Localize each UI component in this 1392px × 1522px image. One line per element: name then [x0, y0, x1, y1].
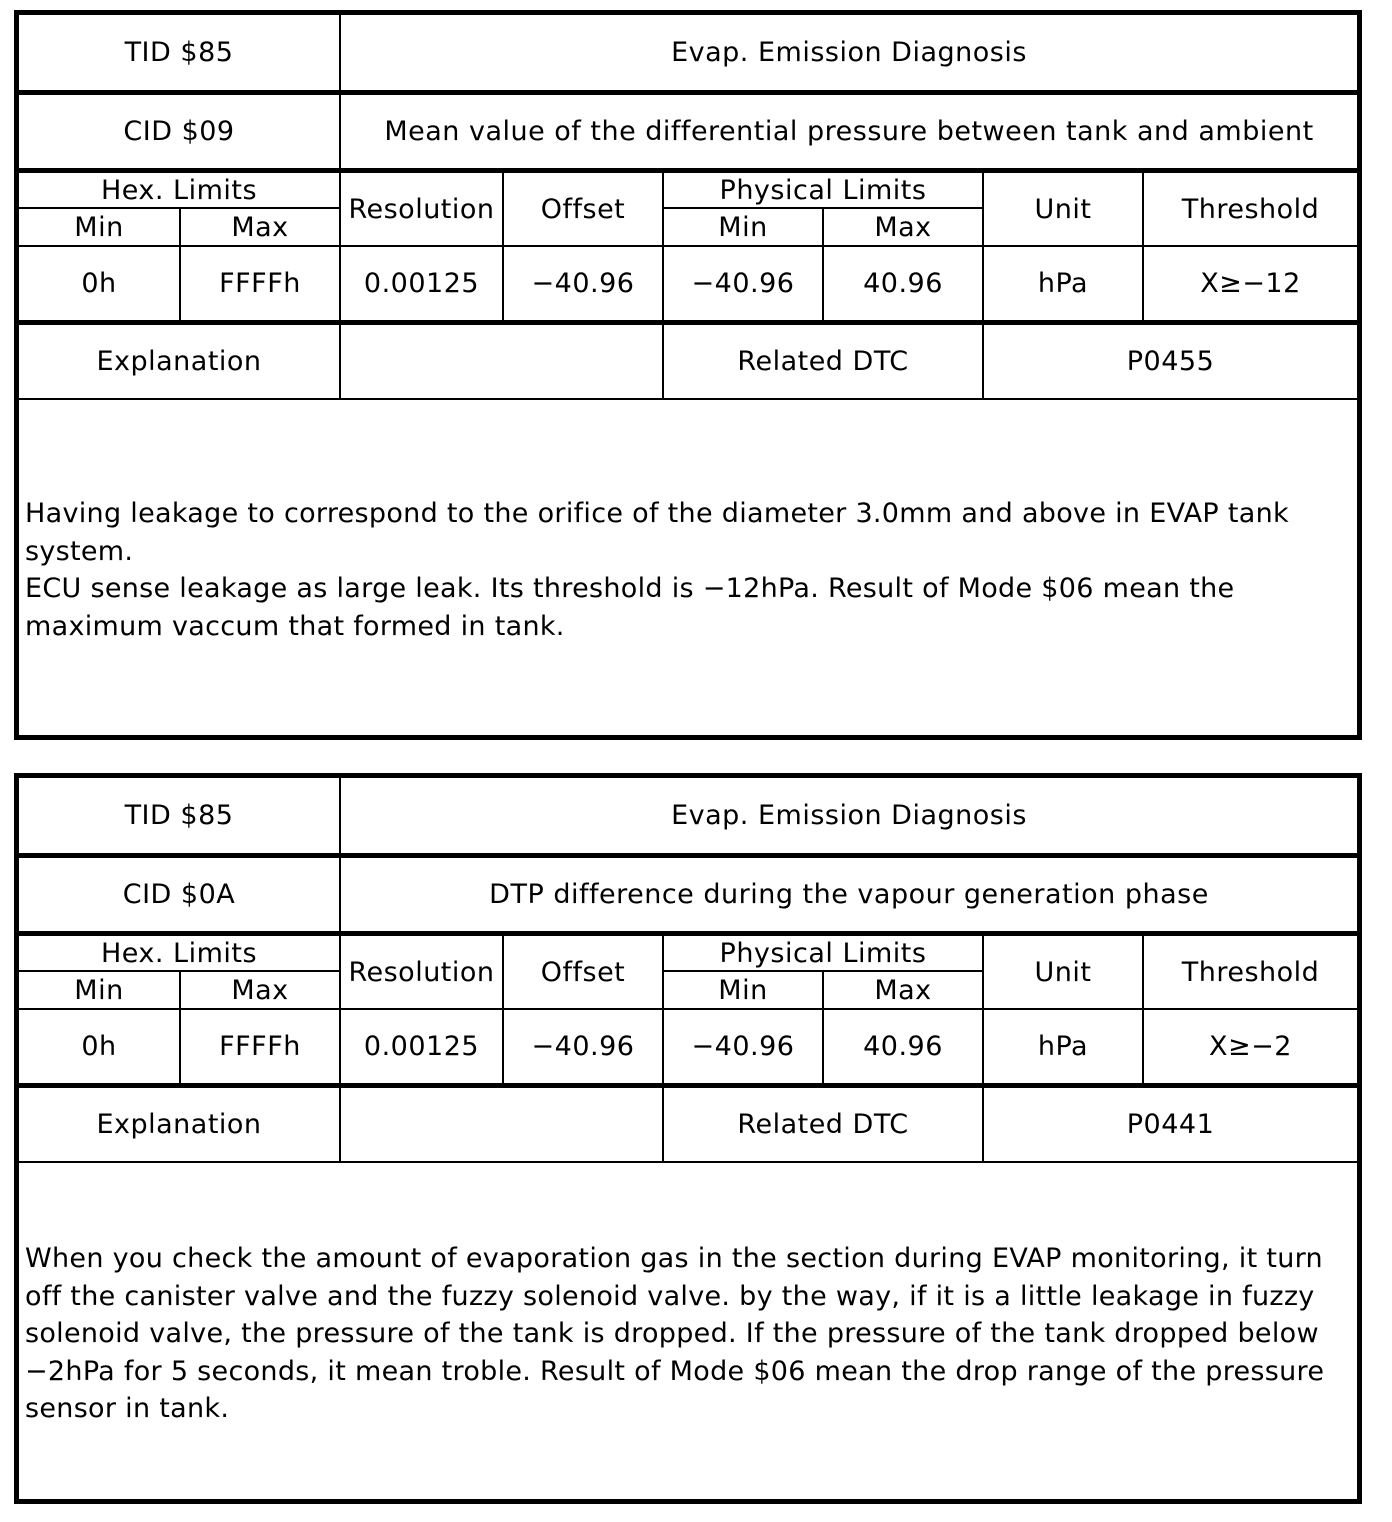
resolution-header: Resolution — [348, 956, 495, 988]
explanation-blank — [341, 1088, 662, 1161]
phys-min-value: −40.96 — [691, 268, 795, 299]
phys-max-header: Max — [874, 211, 932, 243]
hex-max-header: Max — [231, 211, 289, 243]
phys-min-value: −40.96 — [691, 1031, 795, 1062]
related-dtc-row — [19, 1088, 1357, 1161]
phys-min-header: Min — [718, 211, 768, 243]
hex-min-value: 0h — [81, 268, 117, 299]
hex-limits-header: Hex. Limits — [100, 937, 258, 969]
diagnosis-table — [14, 773, 1362, 1504]
tid-row — [19, 778, 1357, 853]
related-dtc-label: Related DTC — [737, 346, 909, 377]
offset-header: Offset — [540, 956, 626, 988]
explanation-label: Explanation — [96, 1109, 262, 1140]
values-row — [19, 1010, 1357, 1083]
cid-description: Mean value of the differential pressure between tank and ambient — [384, 116, 1314, 147]
tid-description: Evap. Emission Diagnosis — [671, 800, 1027, 831]
threshold-value: X≥−2 — [1209, 1031, 1292, 1062]
tid-label: TID $85 — [124, 800, 234, 831]
related-dtc-code: P0455 — [1126, 346, 1215, 377]
tid-label: TID $85 — [124, 37, 234, 68]
tid-row — [19, 15, 1357, 90]
phys-max-value: 40.96 — [863, 268, 943, 299]
hex-min-header: Min — [74, 974, 124, 1006]
resolution-value: 0.00125 — [363, 268, 480, 299]
cid-row — [19, 95, 1357, 168]
tid-description: Evap. Emission Diagnosis — [671, 37, 1027, 68]
unit-value: hPa — [1037, 1031, 1089, 1062]
explanation-label: Explanation — [96, 346, 262, 377]
resolution-header: Resolution — [348, 193, 495, 225]
unit-value: hPa — [1037, 268, 1089, 299]
unit-header: Unit — [1034, 193, 1092, 225]
hex-max-value: FFFFh — [219, 268, 301, 299]
header-row — [19, 173, 1357, 245]
cid-description: DTP difference during the vapour generation phase — [489, 879, 1209, 910]
phys-max-header: Max — [874, 974, 932, 1006]
threshold-header: Threshold — [1181, 956, 1320, 988]
offset-header: Offset — [540, 193, 626, 225]
hex-max-value: FFFFh — [219, 1031, 301, 1062]
hex-max-header: Max — [231, 974, 289, 1006]
cid-label: CID $09 — [123, 116, 235, 147]
related-dtc-label: Related DTC — [737, 1109, 909, 1140]
explanation-blank — [341, 325, 662, 398]
related-dtc-row — [19, 325, 1357, 398]
phys-min-header: Min — [718, 974, 768, 1006]
threshold-header: Threshold — [1181, 193, 1320, 225]
unit-header: Unit — [1034, 956, 1092, 988]
physical-limits-header: Physical Limits — [719, 937, 927, 969]
hex-min-value: 0h — [81, 1031, 117, 1062]
cid-row — [19, 858, 1357, 931]
explanation-text: When you check the amount of evaporation gas in the section during EVAP monitoring, it turn off the canister valve and the fuzzy solenoid valve. by the way, if it is a little leakage in fuzzy solenoid valve, the pressure of the tank is dropped. If the pressure of the tank dropped below −2hPa for 5 seconds, it mean troble. Result of Mode $06 mean the drop range of the pressure sensor in tank. — [25, 1243, 1334, 1425]
diagnosis-table — [14, 10, 1362, 740]
explanation-text: Having leakage to correspond to the orifice of the diameter 3.0mm and above in EVAP tank system. ECU sense leakage as large leak. Its threshold is −12hPa. Result of Mode $06 mean the maximum vaccum that formed in tank. — [25, 498, 1289, 642]
related-dtc-code: P0441 — [1126, 1109, 1215, 1140]
offset-value: −40.96 — [531, 268, 635, 299]
cid-label: CID $0A — [122, 879, 236, 910]
hex-min-header: Min — [74, 211, 124, 243]
resolution-value: 0.00125 — [363, 1031, 480, 1062]
hex-limits-header: Hex. Limits — [100, 174, 258, 206]
header-row — [19, 936, 1357, 1008]
physical-limits-header: Physical Limits — [719, 174, 927, 206]
threshold-value: X≥−12 — [1200, 268, 1301, 299]
values-row — [19, 247, 1357, 320]
offset-value: −40.96 — [531, 1031, 635, 1062]
phys-max-value: 40.96 — [863, 1031, 943, 1062]
